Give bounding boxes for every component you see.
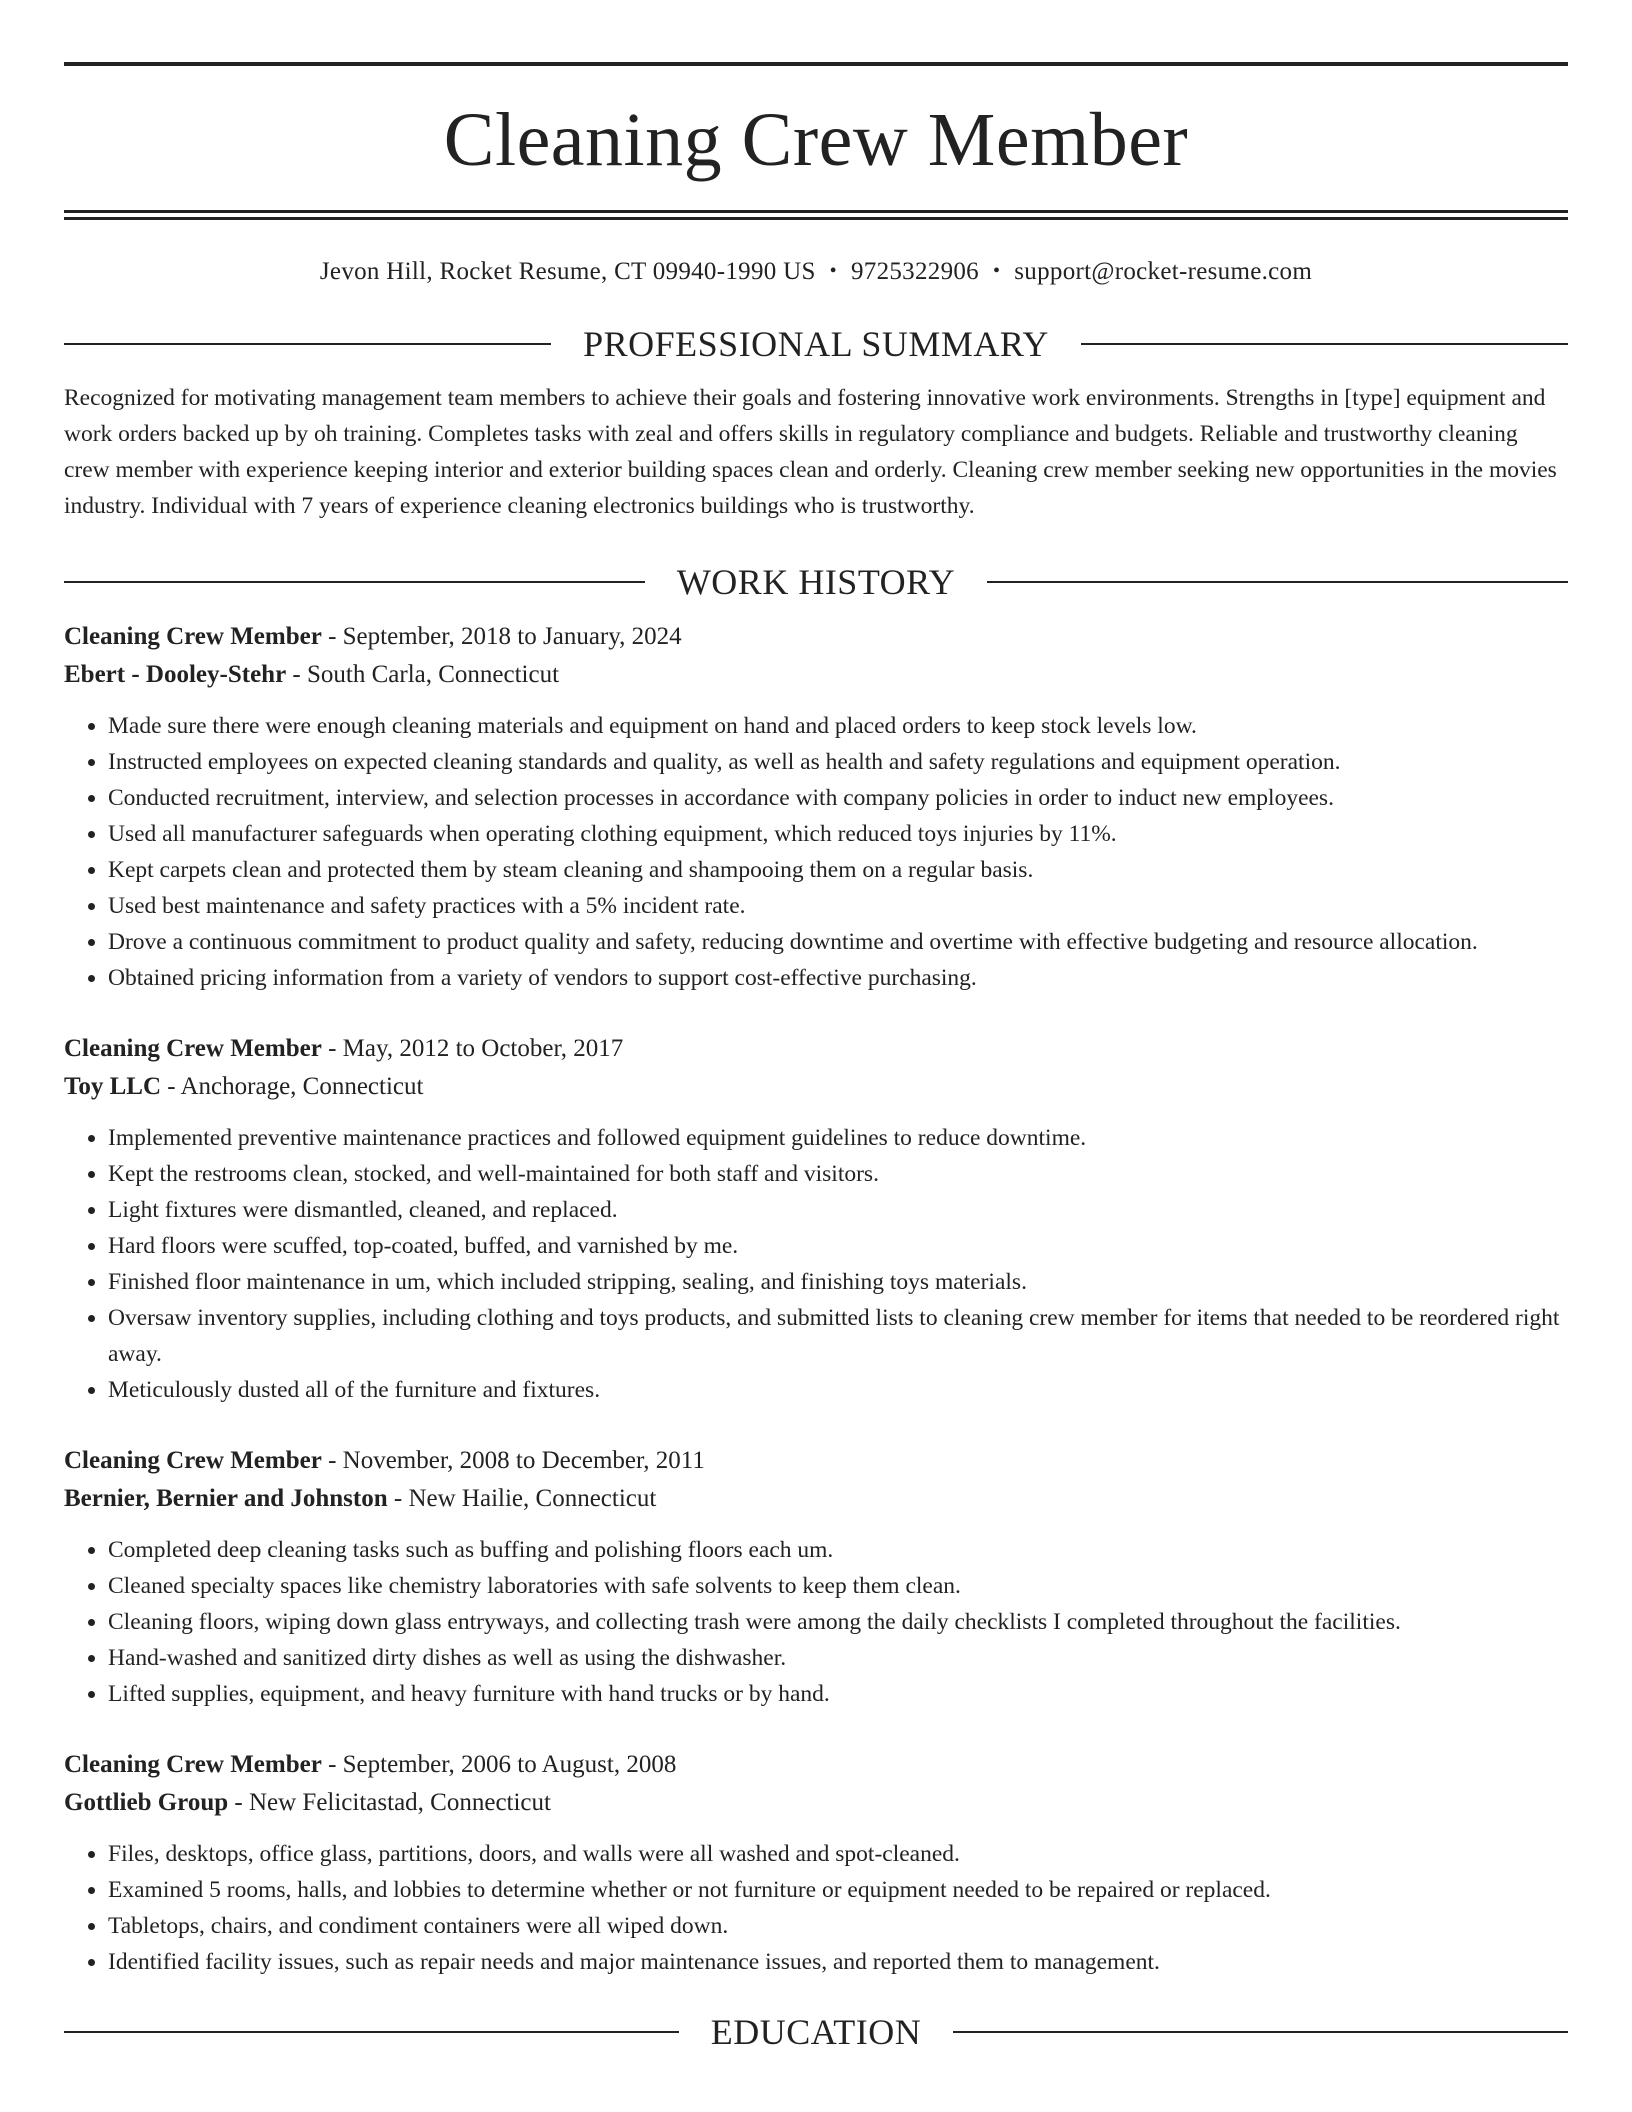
work-history-list [64,618,1568,1980]
job-title: Cleaning Crew Member [64,623,322,650]
job-bullet-item: • Examined 5 rooms, halls, and lobbies to determine whether or not furniture or equipment needed to be repaired or replaced. [108,1872,1568,1908]
heading-rule [987,581,1568,583]
job-location: - New Felicitastad, Connecticut [228,1789,551,1816]
job-bullet-item: • Kept carpets clean and protected them by steam cleaning and shampooing them on a regular basis. [108,852,1568,888]
contact-phone: 9725322906 [850,258,979,285]
job-bullet-item: • Hard floors were scuffed, top-coated, buffed, and varnished by me. [108,1228,1568,1264]
job-bullet-item: • Tabletops, chairs, and condiment containers were all wiped down. [108,1908,1568,1944]
job-bullet-list [64,1532,1568,1712]
job-bullet-item: • Used all manufacturer safeguards when operating clothing equipment, which reduced toys injuries by 11%. [108,816,1568,852]
job-entry [64,1442,1568,1712]
section-heading-work [64,564,1568,600]
top-rule [64,62,1568,66]
job-bullet-item: • Light fixtures were dismantled, cleaned, and replaced. [108,1192,1568,1228]
job-bullet-item: • Implemented preventive maintenance practices and followed equipment guidelines to reduce downtime. [108,1120,1568,1156]
heading-rule [64,343,551,345]
contact-address: Jevon Hill, Rocket Resume, CT 09940-1990 US [319,258,816,285]
title-double-rule [64,210,1568,220]
job-bullet-item: • Identified facility issues, such as repair needs and major maintenance issues, and reported them to management. [108,1944,1568,1980]
resume-title: Cleaning Crew Member [443,98,1189,182]
section-title: PROFESSIONAL SUMMARY [583,324,1049,364]
job-bullet-list [64,1120,1568,1408]
job-dates: - May, 2012 to October, 2017 [321,1035,624,1062]
heading-rule [953,2031,1568,2033]
job-dates: - November, 2008 to December, 2011 [321,1447,705,1474]
job-dates: - September, 2006 to August, 2008 [321,1751,677,1778]
section-heading-summary [64,326,1568,362]
job-title-line [64,1030,1568,1068]
job-bullet-item: • Lifted supplies, equipment, and heavy furniture with hand trucks or by hand. [108,1676,1568,1712]
job-title: Cleaning Crew Member [64,1035,322,1062]
job-entry [64,1746,1568,1980]
job-title-line [64,618,1568,656]
section-title: WORK HISTORY [676,562,956,602]
job-company-line [64,656,1568,694]
job-company: Ebert - Dooley-Stehr [64,661,287,688]
job-entry [64,1030,1568,1408]
job-bullet-list [64,708,1568,996]
contact-line [64,258,1568,286]
job-bullet-item: • Used best maintenance and safety practices with a 5% incident rate. [108,888,1568,924]
section-title: EDUCATION [710,2012,922,2052]
job-title: Cleaning Crew Member [64,1447,322,1474]
job-bullet-item: • Completed deep cleaning tasks such as buffing and polishing floors each um. [108,1532,1568,1568]
contact-separator: • [829,260,837,282]
job-bullet-item: • Files, desktops, office glass, partitions, doors, and walls were all washed and spot-cleaned. [108,1836,1568,1872]
contact-email: support@rocket-resume.com [1014,258,1313,285]
job-bullet-item: • Conducted recruitment, interview, and selection processes in accordance with company policies in order to induct new employees. [108,780,1568,816]
job-bullet-item: • Finished floor maintenance in um, which included stripping, sealing, and finishing toys materials. [108,1264,1568,1300]
job-title-line [64,1442,1568,1480]
heading-rule [64,2031,679,2033]
job-dates: - September, 2018 to January, 2024 [321,623,682,650]
contact-separator: • [992,260,1001,282]
job-bullet-item: • Drove a continuous commitment to product quality and safety, reducing downtime and overtime with effective budgeting and resource allocation. [108,924,1568,960]
job-title: Cleaning Crew Member [64,1751,322,1778]
job-bullet-list [64,1836,1568,1980]
job-location: - South Carla, Connecticut [286,661,560,688]
job-title-line [64,1746,1568,1784]
job-company: Gottlieb Group [64,1789,229,1816]
job-company-line [64,1480,1568,1518]
job-company-line [64,1784,1568,1822]
job-location: - New Hailie, Connecticut [387,1485,657,1512]
job-bullet-item: • Oversaw inventory supplies, including clothing and toys products, and submitted lists to cleaning crew member for items that needed to be reordered right away. [108,1300,1568,1372]
job-bullet-item: • Hand-washed and sanitized dirty dishes as well as using the dishwasher. [108,1640,1568,1676]
job-bullet-item: • Meticulously dusted all of the furniture and fixtures. [108,1372,1568,1408]
job-bullet-item: • Kept the restrooms clean, stocked, and well-maintained for both staff and visitors. [108,1156,1568,1192]
job-entry [64,618,1568,996]
job-bullet-item: • Made sure there were enough cleaning materials and equipment on hand and placed orders to keep stock levels low. [108,708,1568,744]
job-bullet-item: • Cleaning floors, wiping down glass entryways, and collecting trash were among the daily checklists I completed throughout the facilities. [108,1604,1568,1640]
summary-text: Recognized for motivating management team members to achieve their goals and fostering innovative work environments. Strengths in [type] equipment and work orders backed up by oh training. Completes tasks with zeal and offers skills in regulatory compliance and budgets. Reliable and trustworthy cleaning crew member with experience keeping interior and exterior building spaces clean and orderly. Cleaning crew member seeking new opportunities in the movies industry. Individual with 7 years of experience cleaning electronics buildings who is trustworthy. [64,385,1557,519]
heading-rule [1081,343,1568,345]
job-company-line [64,1068,1568,1106]
job-company: Toy LLC [64,1073,162,1100]
job-bullet-item: • Obtained pricing information from a variety of vendors to support cost-effective purchasing. [108,960,1568,996]
heading-rule [64,581,645,583]
job-bullet-item: • Instructed employees on expected cleaning standards and quality, as well as health and safety regulations and equipment operation. [108,744,1568,780]
job-company: Bernier, Bernier and Johnston [64,1485,388,1512]
job-location: - Anchorage, Connecticut [161,1073,424,1100]
job-bullet-item: • Cleaned specialty spaces like chemistry laboratories with safe solvents to keep them clean. [108,1568,1568,1604]
section-heading-education [64,2014,1568,2050]
